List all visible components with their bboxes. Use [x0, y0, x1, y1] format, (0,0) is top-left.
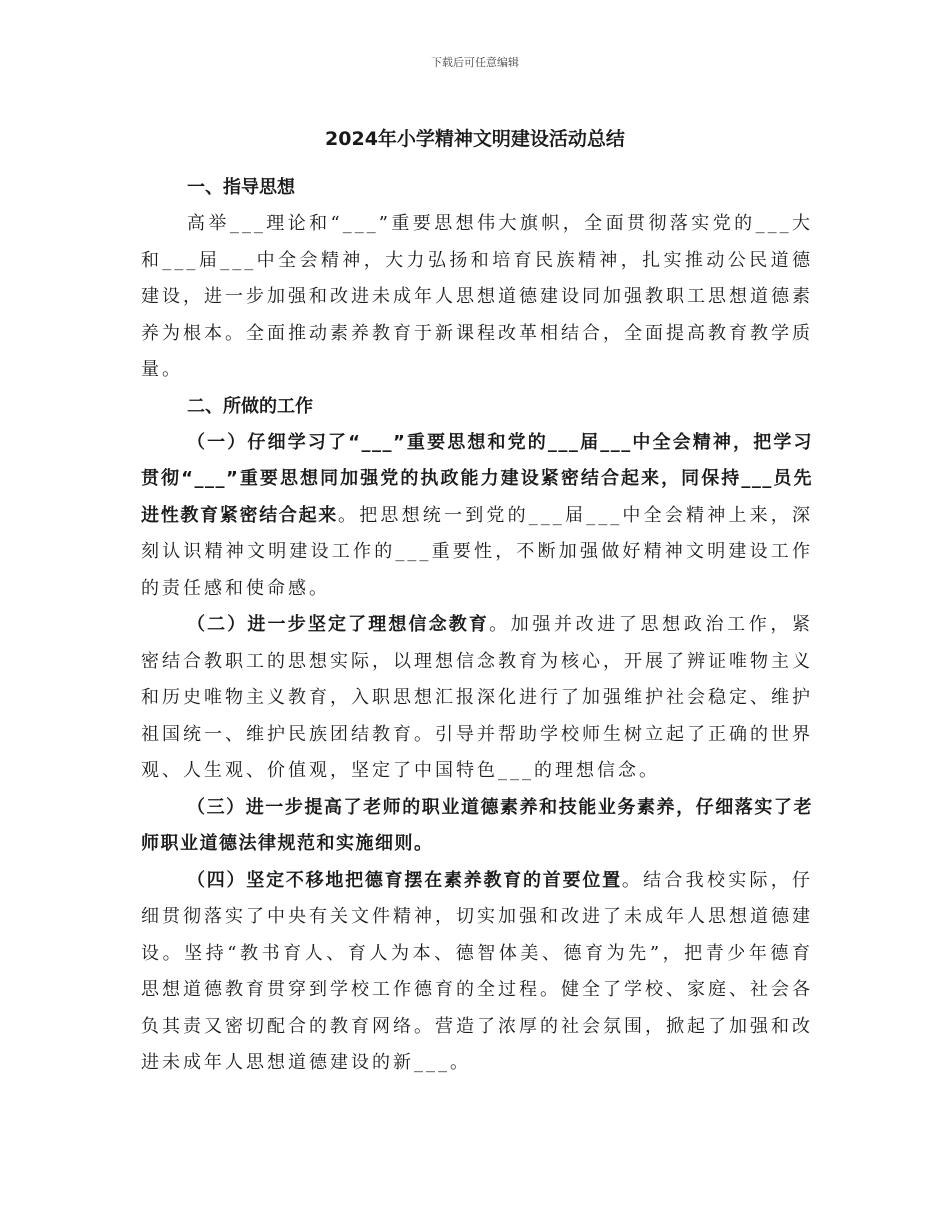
page-header: 下载后可任意编辑 — [431, 56, 519, 69]
work-item-2-text: 。加强并改进了思想政治工作，紧密结合教职工的思想实际，以理想信念教育为核心，开展了辨证唯物主义和历史唯物主义教育，入职思想汇报深化进行了加强维护社会稳定、维护祖国统一、维护民族团结教育。引导并帮助学校师生树立起了正确的世界观、人生观、价值观，坚定了中国特色___的理想信念。 — [141, 614, 814, 781]
work-item-4-title: （四）坚定不移地把德育摆在素养教育的首要位置 — [187, 869, 622, 891]
work-item-4-text: 。结合我校实际，仔细贯彻落实了中央有关文件精神，切实加强和改进了未成年人思想道德建设。坚持“教书育人、育人为本、德智体美、德育为先”，把青少年德育思想道德教育贯穿到学校工作德育的全过程。健全了学校、家庭、社会各负其责又密切配合的教育网络。营造了浓厚的社会氛围，掀起了加强和改进未成年人思想道德建设的新___。 — [141, 869, 814, 1073]
work-item-2-title: （二）进一步坚定了理想信念教育 — [187, 614, 490, 635]
document-title: 2024年小学精神文明建设活动总结 — [325, 128, 625, 150]
paragraph-work-item-1 — [141, 425, 813, 608]
work-item-1-text: 。把思想统一到党的___届___中全会精神上来，深刻认识精神文明建设工作的___重要性，不断加强做好精神文明建设工作的责任感和使命感。 — [141, 504, 813, 599]
paragraph-work-item-4 — [141, 863, 813, 1082]
paragraph-work-item-2 — [141, 607, 813, 790]
paragraph-guiding-ideology: 高举___理论和“___”重要思想伟大旗帜，全面贯彻落实党的___大和___届___中全会精神，大力弘扬和培育民族精神，扎实推动公民道德建设，进一步加强和改进未成年人思想道德建设同加强教职工思想道德素养为根本。全面推动素养教育于新课程改革相结合，全面提高教育教学质量。 — [141, 213, 813, 380]
section-heading-guiding-ideology: 一、指导思想 — [187, 177, 295, 198]
document-body — [141, 170, 813, 1082]
work-item-1-title: （一）仔细学习了“___”重要思想和党的___届___中全会精神，把学习贯彻“___”重要思想同加强党的执政能力建设紧密结合起来，同保持___员先进性教育紧密结合起来 — [141, 431, 813, 526]
work-item-3-title: （三）进一步提高了老师的职业道德素养和技能业务素养，仔细落实了老师职业道德法律规范和实施细则。 — [141, 796, 813, 854]
paragraph-work-item-3 — [141, 790, 813, 863]
section-heading-work-done: 二、所做的工作 — [187, 395, 313, 417]
